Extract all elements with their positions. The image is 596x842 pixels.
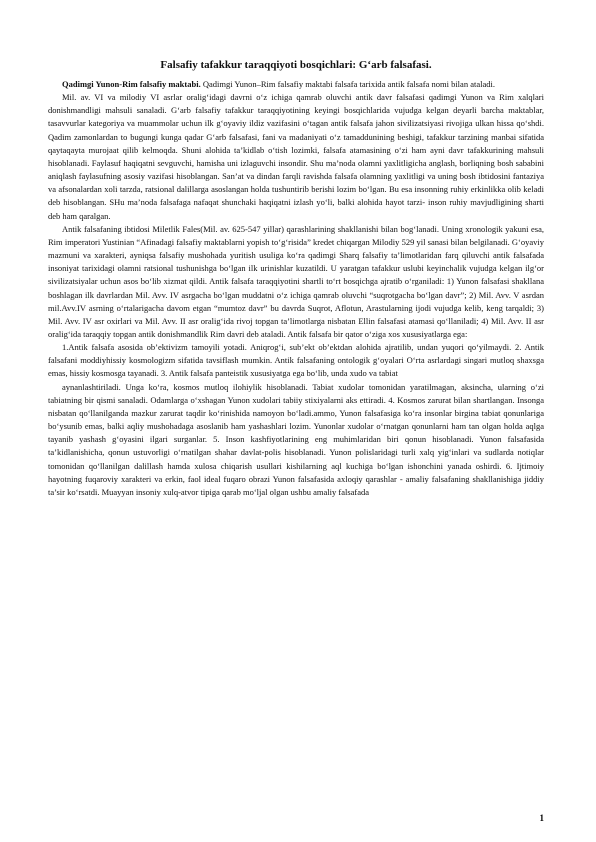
body-paragraph: Mil. av. VI va milodiy VI asrlar oralig‘idagi davrni o‘z ichiga qamrab oluvchi antik davr falsafasi qadimgi Yunon va Rim xalqlari donishmandligi mahsuli sanaladi. G‘arb falsafiy tafakkur taraqqiyotining keyingi bosqichlarida vujudga kelgan deyarli barcha maktablar, tasavvurlar kategoriya va muammolar uchun ilk g‘oyaviy ildiz vazifasini o‘tagan antik falsafa jahon sivilizatsiyasi rivojiga ulkan hissa qo‘shdi. Qadim zamonlardan to bugungi kunga qadar G‘arb falsafasi, fani va madaniyati o‘z tamaddunining beshigi, tafakkur tarzining manbai sifatida qaytaqayta murojaat qilib kelmoqda. Shuni alohida ta’kidlab o‘tish lozimki, falsafa atamasining o‘zi ham ayni davr tafakkurining mahsuli hisoblanadi. Faylasuf haqiqatni sevguvchi, hamisha uni izlaguvchi insondir. Shu ma’noda olamni yaxlitligicha anglash, borliqning bosh sababini aniqlash faylasufning asosiy vazifasi hisoblangan. San’at va dindan farqli ravishda falsafa olamning yaxlitligi va uning bosh ibtidosini fantaziya va afsonalardan xoli tarzda, ratsional dalillarga asoslangan holda tushuntirib berishi lozim bo‘lgan. Bu esa insonning ruhiy erkinlikka olib keladi deb hisoblangan. SHu ma’noda falsafaga nafaqat shunchaki haqiqatni izlash yo‘li, balki alohida hayot tarzi- inson ruhiy mavjudligining sharti deb ham qaralgan.: [48, 92, 544, 221]
intro-text: Qadimgi Yunon–Rim falsafiy maktabi falsafa tarixida antik falsafa nomi bilan ataladi.: [200, 79, 495, 89]
document-title: Falsafiy tafakkur taraqqiyoti bosqichlari: G‘arb falsafasi.: [160, 59, 432, 71]
body-paragraph: Antik falsafaning ibtidosi Miletlik Fales(Mil. av. 625-547 yillar) qarashlarining shakllanishi bilan bog‘lanadi. Uning xronologik yakuni esa, Rim imperatori Yustinian “Afinadagi falsafiy maktablarni yopish to‘g‘risida” kredet chiqargan Milodiy 529 yil sanasi bilan belgilanadi. G‘oyaviy mazmuni va xarakteri, ayniqsa falsafiy mushohada yuritish usuliga ko‘ra qadimgi Sharq falsafiy ta’limotlaridan farq qiluvchi antik falsafada insoniyat tarixidagi olamni ratsional tushunishga bo‘lgan ilk urinishlar kuzatildi. U yaratgan tafakkur uslubi keyinchalik vujudga kelgan ilg‘or sivilizatsiyalar uchun asos bo‘lib xizmat qildi. Antik falsafa taraqqiyotini shartli to‘rt bosqichga ajratib o‘rganiladi: 1) Yunon falsafasi shakllana boshlagan ilk davrlardan Mil. Avv. IV asrgacha bo‘lgan muddatni o‘z ichiga qamrab oluvchi “suqrotgacha bo‘lgan davr”; 2) Mil. Avv. V asrdan mil.Avv.IV asrning o‘rtalarigacha davom etgan “mumtoz davr” bu davrda Suqrot, Aflotun, Arastularning ijodi vujudga kelib, keng tarqaldi; 3) Mil. Avv. IV asr oxirlari va Mil. Avv. II asr oralig‘ida rivoj topgan ta’limotlarga nisbatan Ellin falsafasi atamasi qo‘llaniladi; 4) Mil. Avv. II asr oralig‘ida taraqqiy topgan antik donishmandlik Rim davri deb ataladi. Antik falsafa bir qator o‘ziga xos xususiyatlarga ega:: [48, 223, 544, 339]
body-paragraph: 1.Antik falsafa asosida ob’ektivizm tamoyili yotadi. Aniqrog‘i, sub’ekt ob’ektdan alohida ajratilib, undan yuqori qo‘yilmaydi. 2. Antik falsafani moddiyhissiy kosmologizm sifatida tavsiflash mumkin. Antik falsafaning ontologik g‘oyalari O‘rta asrlardagi singari mutloq shaxsga emas, hissiy kosmosga tayanadi. 3. Antik falsafa panteistik xususiyatga ega bo‘lib, unda xudo va tabiat: [48, 342, 544, 379]
intro-paragraph: [48, 78, 544, 91]
page-number: 1: [539, 813, 544, 823]
intro-lead: Qadimgi Yunon-Rim falsafiy maktabi.: [62, 79, 201, 89]
body-paragraph: aynanlashtiriladi. Unga ko‘ra, kosmos mutloq ilohiylik hisoblanadi. Tabiat xudolar tomonidan yaratilmagan, aksincha, ularning o‘zi tabiatning bir qismi sanaladi. Odamlarga o‘xshagan Yunon xudolari tabiiy stixiyalarni aks ettiradi. 4. Kosmos zarurat bilan shartlangan. Insonga nisbatan qo‘llanilganda mazkur zarurat taqdir ko‘rinishida namoyon bo‘ladi.ammo, Yunon falsafasiga ko‘ra insonlar birgina tabiat qonunlariga bo‘ysunib emas, balki aqliy mushohadaga asoslanib ham yashashlari lozim. Yunonlar xudolar o‘rnatgan qonunlarni ham tan olgan holda aqlga tayanib yashash g‘oyasini ilgari surganlar. 5. Inson kashfiyotlarining eng muhimlaridan biri qonun hisoblanadi. Yunon falsafasida ta’kidlanishicha, qonun ustuvorligi o‘rnatilgan shahar davlat-polis hisoblanadi. Yunon polislaridagi turli xalq yig‘inlari va sudlarda notiqlar tomonidan qo‘llanilgan dalillash hamda xulosa chiqarish usullari kishilarning aql kuchiga bo‘lgan ishonchini yanada oshirdi. 6. Ijtimoiy hayotning fuqaroviy xarakteri va erkin, faol ideal fuqaro obrazi Yunon falsafasida axloqiy qarashlar - amaliy falsafaning shakllanishiga jiddiy ta’sir ko‘rsatdi. Muayyan insoniy xulq-atvor tipiga qarab mo‘ljal olgan ushbu amaliy falsafada: [48, 381, 544, 497]
